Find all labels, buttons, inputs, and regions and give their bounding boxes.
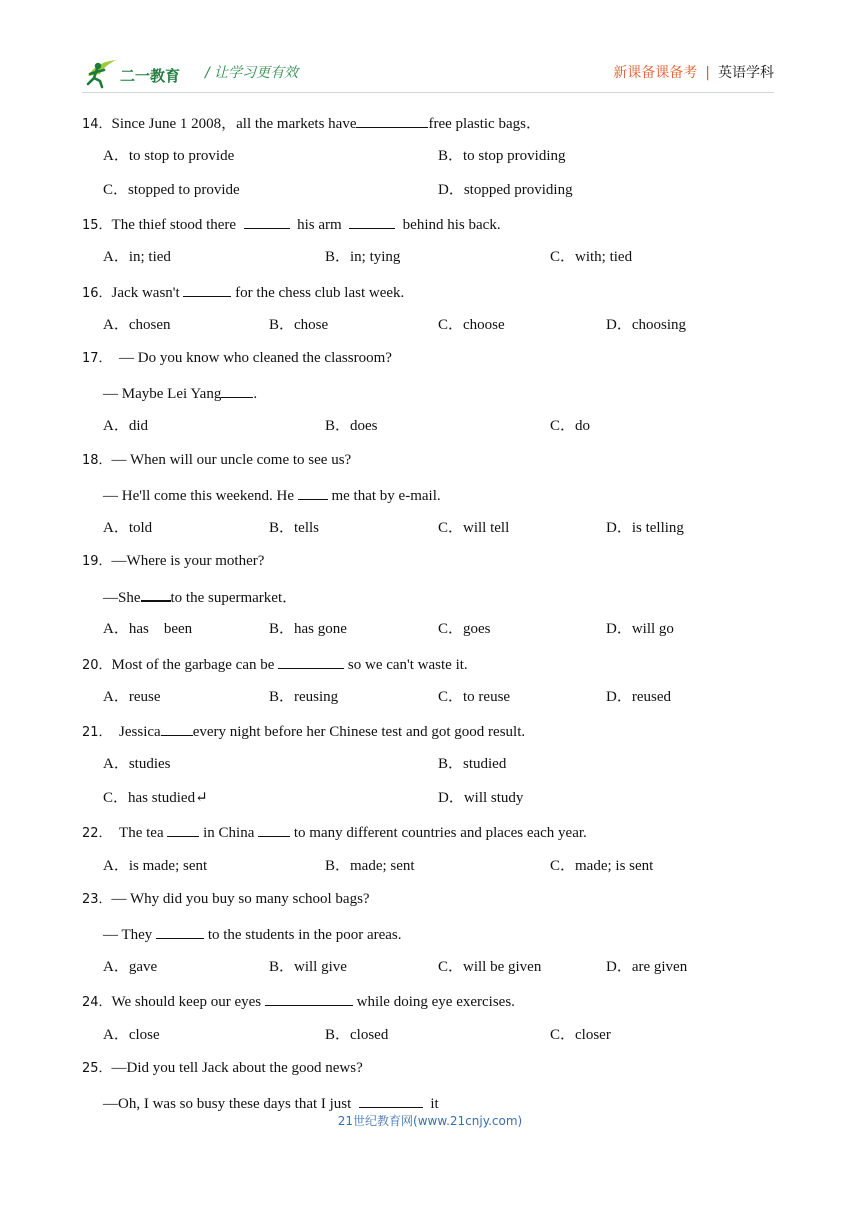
question-text: his arm: [297, 217, 342, 233]
header-separator: |: [705, 65, 710, 81]
header-divider: [82, 92, 774, 93]
question-20: [82, 654, 468, 675]
question-number: 20．: [82, 658, 112, 673]
question-number: 17．: [82, 351, 112, 366]
option-b: B．studied: [438, 756, 507, 772]
question-25-reply: [103, 1093, 439, 1113]
question-text: Jack wasn't: [111, 285, 180, 301]
question-18: [82, 451, 351, 470]
header-course-label: 新课备课备考: [613, 65, 698, 81]
question-text: Most of the garbage can be: [111, 657, 275, 673]
option-c: C．has studied↵: [103, 790, 208, 806]
question-19: [82, 552, 264, 571]
question-text: while doing eye exercises.: [356, 994, 515, 1010]
question-text: —Where is your mother?: [111, 553, 265, 569]
option-c: C．to reuse: [438, 689, 511, 705]
option-d: D．stopped providing: [438, 182, 573, 198]
option-b: B．will give: [269, 959, 347, 975]
option-d: D．will go: [606, 621, 674, 637]
option-d: D．choosing: [606, 317, 686, 333]
question-text: —She: [103, 590, 141, 606]
option-b: B．has gone: [269, 621, 347, 637]
logo-text: 二一教育: [120, 67, 181, 85]
logo: [82, 54, 192, 90]
question-text: —Oh, I was so busy these days that I just: [103, 1096, 352, 1112]
option-a: A．in; tied: [103, 249, 171, 265]
question-text: for the chess club last week.: [235, 285, 405, 301]
question-number: 23．: [82, 892, 112, 907]
option-a: A．chosen: [103, 317, 171, 333]
question-text: to the supermarket．: [170, 590, 298, 606]
option-a: A．reuse: [103, 689, 161, 705]
option-d: D．is telling: [606, 520, 684, 536]
option-b: B．chose: [269, 317, 329, 333]
question-16: [82, 282, 404, 303]
option-c: C．choose: [438, 317, 505, 333]
question-text: Since June 1 2008，all the markets have: [111, 116, 357, 132]
option-a: A．close: [103, 1027, 160, 1043]
question-number: 19．: [82, 554, 112, 569]
header-subject-label: 英语学科: [718, 65, 774, 81]
question-number: 15．: [82, 218, 112, 233]
question-text: The tea: [119, 825, 164, 841]
answer-blank: [356, 113, 428, 128]
option-a: A．has been: [103, 621, 193, 637]
option-a: A．to stop to provide: [103, 148, 235, 164]
option-d: D．will study: [438, 790, 524, 806]
question-15: [82, 214, 501, 235]
answer-blank: [244, 214, 290, 229]
option-c: C．will be given: [438, 959, 542, 975]
answer-blank: [265, 991, 353, 1006]
question-text: — When will our uncle come to see us?: [111, 452, 352, 468]
question-24: [82, 991, 515, 1012]
question-19-reply: [103, 586, 297, 607]
question-14: [82, 113, 541, 134]
question-text: every night before her Chinese test and got good result.: [192, 724, 526, 740]
answer-blank: [278, 654, 344, 669]
question-text: me that by e-mail.: [331, 488, 441, 504]
question-text: — Do you know who cleaned the classroom?: [119, 350, 392, 366]
question-17: [82, 349, 392, 368]
option-a: A．is made; sent: [103, 858, 208, 874]
answer-blank: [183, 282, 231, 297]
question-text: to many different countries and places each year.: [293, 825, 587, 841]
question-text: — They: [103, 927, 153, 943]
answer-blank: [221, 383, 253, 398]
option-a: A．gave: [103, 959, 158, 975]
question-text: .: [253, 386, 258, 402]
option-b: B．to stop providing: [438, 148, 566, 164]
question-text: The thief stood there: [111, 217, 237, 233]
option-c: C．closer: [550, 1027, 611, 1043]
answer-blank: [298, 485, 328, 500]
runner-logo-icon: [82, 54, 122, 90]
option-b: B．reusing: [269, 689, 339, 705]
answer-blank: [258, 822, 290, 837]
question-text: to the students in the poor areas.: [207, 927, 402, 943]
answer-blank: [349, 214, 395, 229]
question-18-reply: [103, 485, 441, 505]
option-a: A．did: [103, 418, 149, 434]
answer-blank: [141, 586, 171, 602]
answer-blank: [167, 822, 199, 837]
option-b: B．in; tying: [325, 249, 401, 265]
question-text: We should keep our eyes: [111, 994, 262, 1010]
question-number: 25．: [82, 1061, 112, 1076]
option-b: B．tells: [269, 520, 320, 536]
option-c: C．will tell: [438, 520, 510, 536]
option-c: C．do: [550, 418, 591, 434]
question-21: [82, 721, 525, 742]
question-text: — Maybe Lei Yang: [103, 386, 222, 402]
question-number: 21．: [82, 725, 112, 740]
question-number: 24．: [82, 995, 112, 1010]
question-23: [82, 890, 370, 909]
option-c: C．made; is sent: [550, 858, 654, 874]
option-c: C．goes: [438, 621, 491, 637]
question-text: Jessica: [119, 724, 161, 740]
option-c: C．stopped to provide: [103, 182, 240, 198]
header-subject: [613, 62, 774, 82]
option-a: A．studies: [103, 756, 171, 772]
question-text: in China: [203, 825, 255, 841]
question-number: 14．: [82, 117, 112, 132]
option-b: B．does: [325, 418, 378, 434]
question-text: so we can't waste it.: [347, 657, 468, 673]
answer-blank: [161, 721, 193, 736]
question-text: behind his back.: [402, 217, 501, 233]
question-number: 18．: [82, 453, 112, 468]
question-25: [82, 1059, 363, 1078]
question-22: [82, 822, 587, 843]
question-text: — He'll come this weekend. He: [103, 488, 294, 504]
page-header: [82, 54, 774, 90]
page-footer: 21世纪教育网(www.21cnjy.com): [337, 1114, 523, 1128]
answer-blank: [156, 924, 204, 939]
answer-blank: [359, 1093, 423, 1108]
question-number: 22．: [82, 826, 112, 841]
option-b: B．closed: [325, 1027, 389, 1043]
question-text: — Why did you buy so many school bags?: [111, 891, 370, 907]
option-a: A．told: [103, 520, 153, 536]
question-23-reply: [103, 924, 402, 944]
option-b: B．made; sent: [325, 858, 415, 874]
slogan: / 让学习更有效: [205, 65, 299, 81]
option-c: C．with; tied: [550, 249, 633, 265]
question-text: free plastic bags．: [428, 116, 541, 132]
option-d: D．are given: [606, 959, 688, 975]
question-text: it: [430, 1096, 439, 1112]
question-17-reply: [103, 383, 257, 403]
question-text: —Did you tell Jack about the good news?: [111, 1060, 363, 1076]
question-number: 16．: [82, 286, 112, 301]
option-d: D．reused: [606, 689, 671, 705]
